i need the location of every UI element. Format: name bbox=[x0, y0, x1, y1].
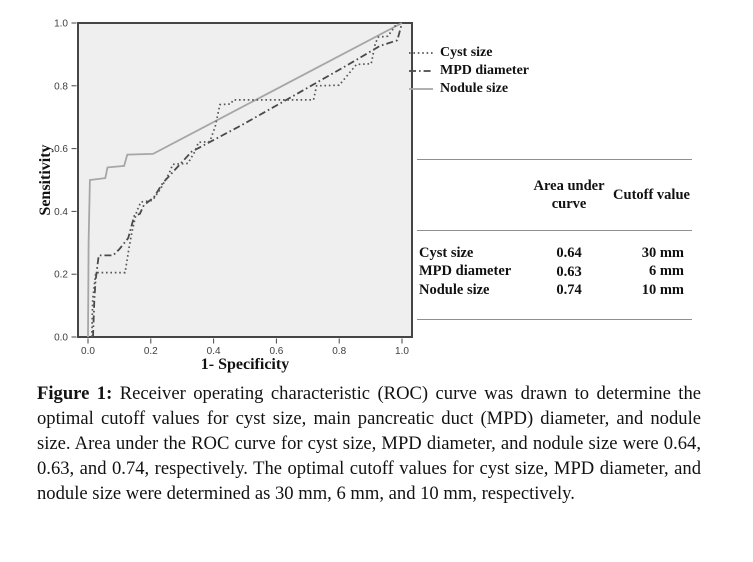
y-tick-label: 0.2 bbox=[54, 269, 68, 281]
line-sample-icon bbox=[408, 67, 434, 75]
y-tick-label: 0.6 bbox=[54, 144, 68, 156]
row-auc: 0.63 bbox=[556, 263, 582, 280]
row-label: Cyst size bbox=[419, 244, 474, 261]
row-auc: 0.64 bbox=[556, 245, 582, 262]
plot-area bbox=[78, 23, 412, 337]
y-tick-label: 0.4 bbox=[54, 206, 68, 218]
header-area-under-curve: Area under curve bbox=[533, 177, 605, 212]
table-row bbox=[417, 281, 692, 300]
roc-chart bbox=[0, 0, 430, 378]
figure-caption-text: Receiver operating characteristic (ROC) curve was drawn to determine the optimal cutoff values for cyst size, main pancreatic duct (MPD) diameter, and nodule size. Area under the ROC curve for cyst size, MPD diameter, and nodule size were 0.64, 0.63, and 0.74, respectively. The optimal cutoff values for cyst size, MPD diameter, and nodule size were determined as 30 mm, 6 mm, and 10 mm, respectively. bbox=[37, 383, 701, 504]
x-axis-label: 1- Specificity bbox=[200, 356, 290, 373]
line-sample-icon bbox=[408, 49, 434, 57]
header-cutoff-value: Cutoff value bbox=[613, 186, 690, 203]
row-label: MPD diameter bbox=[419, 263, 512, 280]
row-cutoff: 6 mm bbox=[648, 263, 684, 280]
x-ticks bbox=[81, 339, 409, 358]
table-row bbox=[417, 263, 692, 282]
chart-legend bbox=[408, 44, 529, 97]
legend-item-nodule-size bbox=[408, 80, 529, 97]
table-row bbox=[417, 244, 692, 263]
figure-caption-label: Figure 1: bbox=[37, 383, 113, 404]
x-tick-label: 1.0 bbox=[395, 346, 409, 357]
x-tick-label: 0.4 bbox=[206, 346, 221, 357]
legend-item-mpd-diameter bbox=[408, 62, 529, 79]
legend-item-cyst-size bbox=[408, 44, 529, 61]
y-ticks bbox=[54, 19, 76, 344]
table-body bbox=[417, 231, 692, 319]
row-auc: 0.74 bbox=[556, 282, 582, 299]
line-sample-icon bbox=[408, 85, 434, 93]
y-tick-label: 1.0 bbox=[54, 18, 68, 30]
row-label: Nodule size bbox=[419, 281, 490, 298]
x-tick-label: 0.6 bbox=[269, 346, 284, 357]
x-tick-label: 0.0 bbox=[81, 346, 95, 357]
legend-label: MPD diameter bbox=[440, 63, 530, 78]
table-header-row bbox=[417, 160, 692, 230]
y-tick-label: 0.8 bbox=[54, 81, 68, 93]
row-cutoff: 10 mm bbox=[641, 281, 684, 298]
legend-label: Nodule size bbox=[440, 81, 509, 96]
y-axis-label: Sensitivity bbox=[37, 144, 54, 216]
table-rule-bottom bbox=[417, 319, 692, 320]
figure-caption bbox=[37, 381, 701, 506]
legend-label: Cyst size bbox=[440, 45, 493, 60]
x-tick-label: 0.2 bbox=[143, 346, 158, 357]
row-cutoff: 30 mm bbox=[641, 244, 684, 261]
auc-table bbox=[417, 159, 692, 320]
y-tick-label: 0.0 bbox=[54, 332, 68, 344]
x-tick-label: 0.8 bbox=[332, 346, 347, 357]
